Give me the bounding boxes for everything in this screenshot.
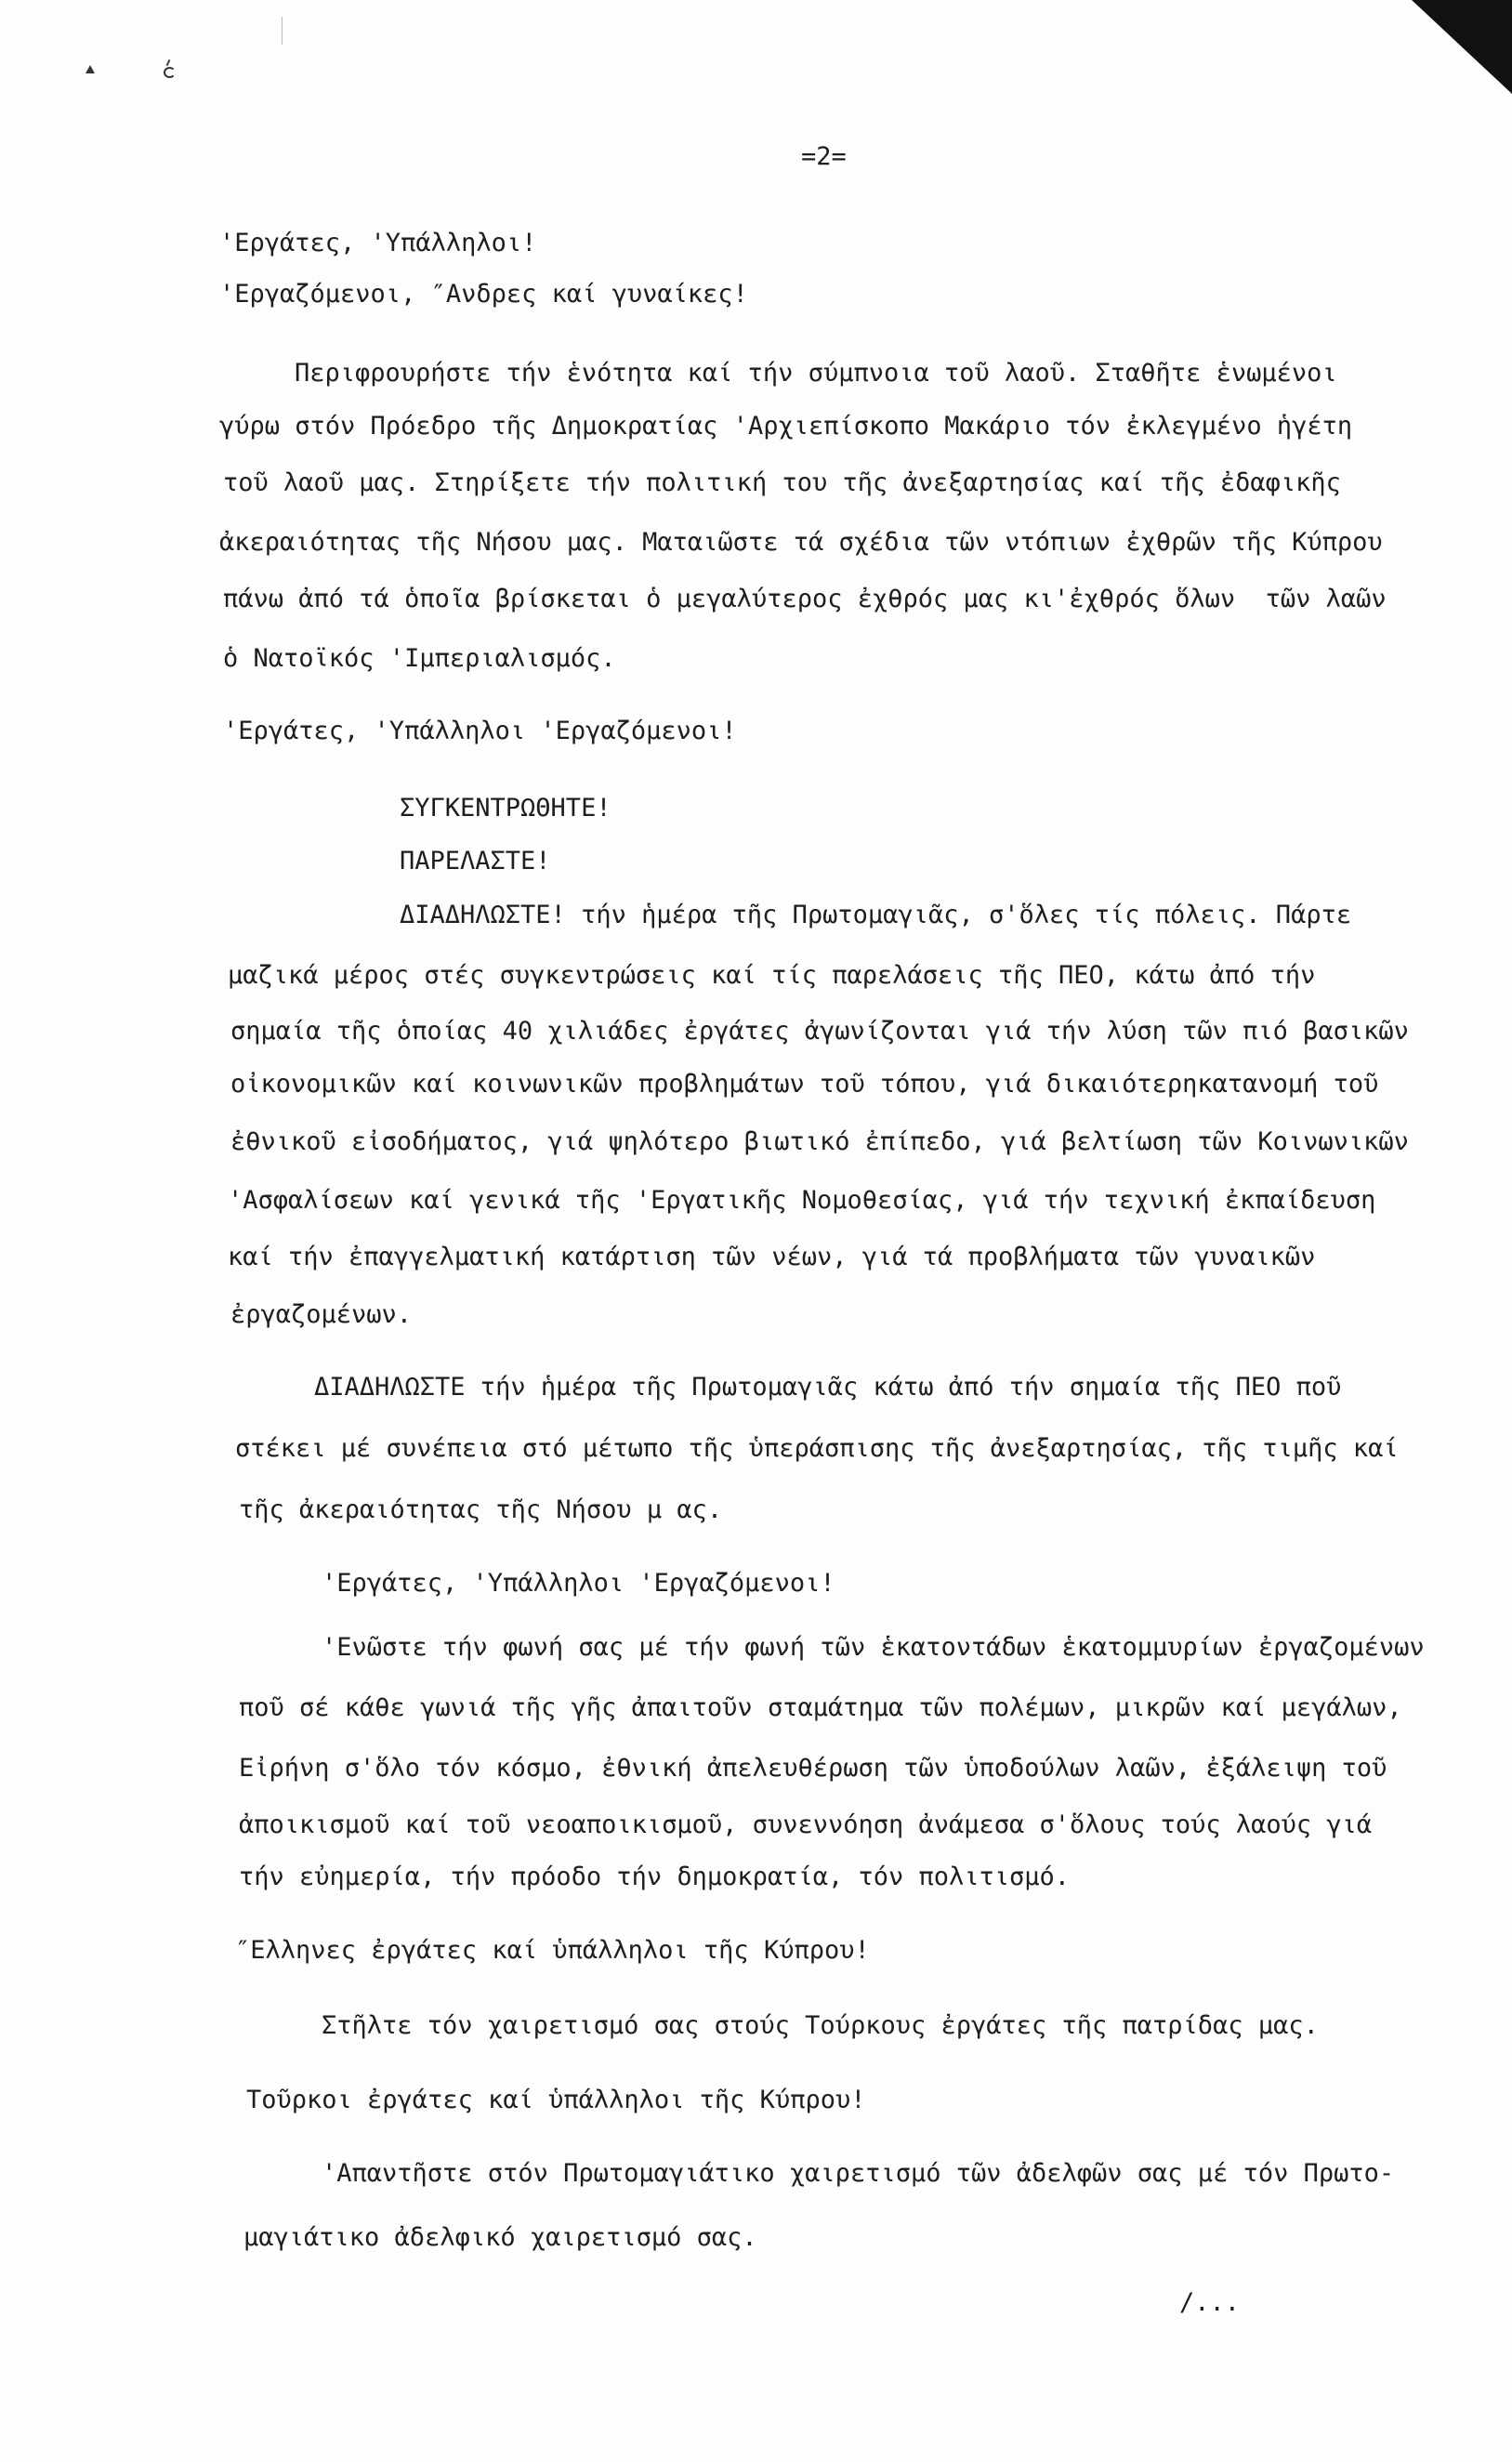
paragraph-line: τῆς ἀκεραιότητας τῆς Νήσου μ ας. xyxy=(239,1495,723,1524)
page-number: =2= xyxy=(801,142,847,171)
paragraph-line: Εἰρήνη σ'ὅλο τόν κόσμο, ἐθνική ἀπελευθέρωση τῶν ὑποδούλων λαῶν, ἐξάλειψη τοῦ xyxy=(239,1754,1387,1783)
paragraph-line: Στῆλτε τόν χαιρετισμό σας στούς Τούρκους ἐργάτες τῆς πατρίδας μας. xyxy=(322,2011,1319,2040)
paragraph-line: μαζικά μέρος στές συγκεντρώσεις καί τίς παρελάσεις τῆς ΠΕΟ, κάτω ἀπό τήν xyxy=(228,961,1316,990)
scan-mark xyxy=(164,67,176,78)
paragraph-line: Περιφρουρήστε τήν ἑνότητα καί τήν σύμπνοια τοῦ λαοῦ. Σταθῆτε ἑνωμένοι xyxy=(295,359,1337,388)
paragraph-line: ἀποικισμοῦ καί τοῦ νεοαποικισμοῦ, συνεννόηση ἀνάμεσα σ'ὅλους τούς λαούς γιά xyxy=(239,1810,1373,1839)
paragraph-line: τοῦ λαοῦ μας. Στηρίξετε τήν πολιτική του τῆς ἀνεξαρτησίας καί τῆς ἐδαφικῆς xyxy=(223,468,1341,497)
call-line: ΠΑΡΕΛΑΣΤΕ! xyxy=(400,847,551,876)
greeting-line: 'Εργαζόμενοι, ″Ανδρες καί γυναίκες! xyxy=(219,280,748,309)
address-line: ″Ελληνες ἐργάτες καί ὑπάλληλοι τῆς Κύπρου! xyxy=(235,1936,870,1965)
paragraph-line: τήν εὐημερία, τήν πρόοδο τήν δημοκρατία, τόν πολιτισμό. xyxy=(239,1863,1071,1891)
paragraph-line: ὁ Νατοϊκός 'Ιμπεριαλισμός. xyxy=(223,644,616,673)
paragraph-line: ἀκεραιότητας τῆς Νήσου μας. Ματαιῶστε τά σχέδια τῶν ντόπιων ἐχθρῶν τῆς Κύπρου xyxy=(219,528,1383,557)
paragraph-line: ἐργαζομένων. xyxy=(230,1300,413,1329)
address-line: 'Εργάτες, 'Υπάλληλοι 'Εργαζόμενοι! xyxy=(322,1569,835,1598)
greeting-line: 'Εργάτες, 'Υπάλληλοι! xyxy=(219,229,537,257)
paragraph-line: καί τήν ἐπαγγελματική κατάρτιση τῶν νέων, γιά τά προβλήματα τῶν γυναικῶν xyxy=(228,1243,1316,1271)
paragraph-line: ΔΙΑΔΗΛΩΣΤΕ τήν ἡμέρα τῆς Πρωτομαγιᾶς κάτω ἀπό τήν σημαία τῆς ΠΕΟ ποῦ xyxy=(314,1373,1342,1402)
paragraph-line: ἐθνικοῦ εἰσοδήματος, γιά ψηλότερο βιωτικό ἐπίπεδο, γιά βελτίωση τῶν Κοινωνικῶν xyxy=(230,1127,1409,1156)
paragraph-line: μαγιάτικο ἀδελφικό χαιρετισμό σας. xyxy=(243,2223,757,2252)
continuation-mark: /... xyxy=(1179,2288,1241,2317)
scan-mark xyxy=(85,65,95,73)
paragraph-line: ποῦ σέ κάθε γωνιά τῆς γῆς ἀπαιτοῦν σταμάτημα τῶν πολέμων, μικρῶν καί μεγάλων, xyxy=(239,1693,1402,1722)
paragraph-line: 'Ασφαλίσεων καί γενικά τῆς 'Εργατικῆς Νομοθεσίας, γιά τήν τεχνική ἐκπαίδευση xyxy=(228,1186,1376,1215)
call-line: ΣΥΓΚΕΝΤΡΩΘΗΤΕ! xyxy=(400,794,611,823)
paragraph-line: πάνω ἀπό τά ὁποῖα βρίσκεται ὁ μεγαλύτερος ἐχθρός μας κι'ἐχθρός ὅλων τῶν λαῶν xyxy=(223,585,1387,613)
scan-corner-shadow xyxy=(1412,0,1512,94)
paragraph-line: 'Απαντῆστε στόν Πρωτομαγιάτικο χαιρετισμό τῶν ἀδελφῶν σας μέ τόν Πρωτο- xyxy=(322,2159,1395,2188)
paragraph-line: σημαία τῆς ὁποίας 40 χιλιάδες ἐργάτες ἀγωνίζονται γιά τήν λύση τῶν πιό βασικῶν xyxy=(230,1017,1409,1046)
scan-line xyxy=(282,17,283,45)
address-line: Τοῦρκοι ἐργάτες καί ὑπάλληλοι τῆς Κύπρου! xyxy=(246,2086,866,2114)
address-line: 'Εργάτες, 'Υπάλληλοι 'Εργαζόμενοι! xyxy=(223,717,737,745)
paragraph-line: γύρω στόν Πρόεδρο τῆς Δημοκρατίας 'Αρχιεπίσκοπο Μακάριο τόν ἐκλεγμένο ἡγέτη xyxy=(219,412,1353,441)
paragraph-line: οἰκονομικῶν καί κοινωνικῶν προβλημάτων τοῦ τόπου, γιά δικαιότερηκατανομή τοῦ xyxy=(230,1070,1379,1099)
paragraph-line: 'Ενῶστε τήν φωνή σας μέ τήν φωνή τῶν ἑκατοντάδων ἑκατομμυρίων ἐργαζομένων xyxy=(322,1633,1425,1662)
paragraph-line: ΔΙΑΔΗΛΩΣΤΕ! τήν ἡμέρα τῆς Πρωτομαγιᾶς, σ'ὅλες τίς πόλεις. Πάρτε xyxy=(400,901,1352,929)
paragraph-line: στέκει μέ συνέπεια στό μέτωπο τῆς ὑπεράσπισης τῆς ἀνεξαρτησίας, τῆς τιμῆς καί xyxy=(235,1434,1399,1463)
